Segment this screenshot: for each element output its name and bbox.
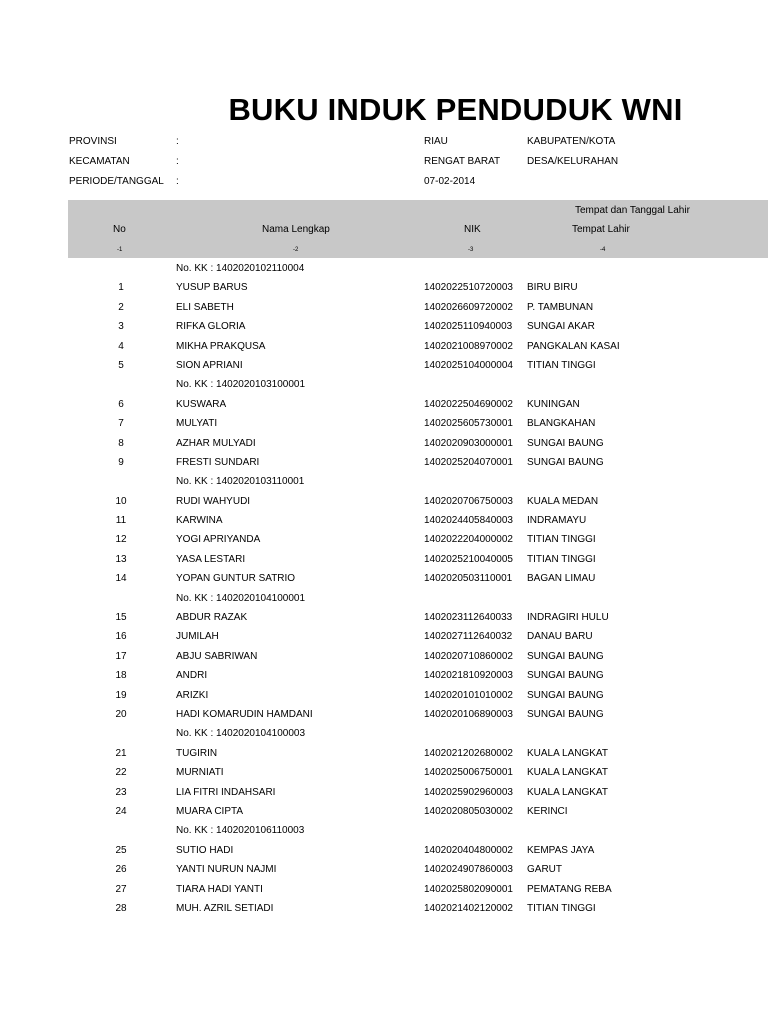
- row-number: 27: [115, 883, 127, 895]
- birth-place: TITIAN TINGGI: [527, 359, 596, 371]
- meta-row-kecamatan: [0, 151, 768, 171]
- birth-place: KUNINGAN: [527, 398, 580, 410]
- person-name: LIA FITRI INDAHSARI: [176, 786, 276, 798]
- person-name: TIARA HADI YANTI: [176, 883, 263, 895]
- header-name: Nama Lengkap: [262, 224, 330, 235]
- person-nik: 1402020503110001: [424, 573, 513, 585]
- birth-place: TITIAN TINGGI: [527, 553, 596, 565]
- row-number: 2: [118, 301, 124, 313]
- meta-label: PERIODE/TANGGAL: [69, 176, 164, 187]
- person-nik: 1402020805030002: [424, 805, 513, 817]
- row-number: 6: [118, 398, 124, 410]
- row-number: 23: [115, 786, 127, 798]
- row-number: 21: [115, 747, 127, 759]
- table-row: [0, 802, 768, 821]
- birth-place: BAGAN LIMAU: [527, 573, 596, 585]
- table-row: [0, 395, 768, 414]
- row-number: 7: [118, 418, 124, 430]
- person-name: YOGI APRIYANDA: [176, 534, 261, 546]
- table-row: [0, 705, 768, 724]
- row-number: 11: [115, 515, 127, 527]
- table-row: [0, 899, 768, 918]
- person-name: ANDRI: [176, 670, 208, 682]
- birth-place: KEMPAS JAYA: [527, 844, 595, 856]
- person-name: MIKHA PRAKQUSA: [176, 340, 266, 352]
- birth-place: INDRAMAYU: [527, 515, 587, 527]
- person-nik: 1402022204000002: [424, 534, 513, 546]
- row-number: 18: [115, 670, 127, 682]
- birth-place: SUNGAI BAUNG: [527, 650, 604, 662]
- table-row: [0, 860, 768, 879]
- person-name: ARIZKI: [176, 689, 209, 701]
- table-row: [0, 569, 768, 588]
- birth-place: SUNGAI BAUNG: [527, 437, 604, 449]
- person-name: HADI KOMARUDIN HAMDANI: [176, 708, 313, 720]
- row-number: 8: [118, 437, 124, 449]
- person-nik: 1402025204070001: [424, 456, 513, 468]
- row-number: 20: [115, 708, 127, 720]
- person-nik: 1402022510720003: [424, 282, 513, 294]
- person-name: MUH. AZRIL SETIADI: [176, 902, 274, 914]
- person-name: RIFKA GLORIA: [176, 321, 246, 333]
- birth-place: BIRU BIRU: [527, 282, 578, 294]
- table-header: [68, 200, 768, 258]
- person-nik: 1402021402120002: [424, 902, 513, 914]
- kk-group-row: [0, 589, 768, 608]
- table-row: [0, 686, 768, 705]
- birth-place: GARUT: [527, 864, 562, 876]
- person-name: ABDUR RAZAK: [176, 612, 248, 624]
- person-name: SUTIO HADI: [176, 844, 234, 856]
- person-nik: 1402024907860003: [424, 864, 513, 876]
- birth-place: KUALA LANGKAT: [527, 747, 608, 759]
- person-name: RUDI WAHYUDI: [176, 495, 251, 507]
- row-number: 14: [115, 573, 127, 585]
- person-nik: 1402025006750001: [424, 767, 513, 779]
- person-nik: 1402025605730001: [424, 418, 513, 430]
- row-number: 24: [115, 805, 127, 817]
- birth-place: SUNGAI BAUNG: [527, 456, 604, 468]
- table-row: [0, 434, 768, 453]
- row-number: 22: [115, 767, 127, 779]
- table-row: [0, 880, 768, 899]
- birth-place: DANAU BARU: [527, 631, 593, 643]
- birth-place: SUNGAI BAUNG: [527, 670, 604, 682]
- birth-place: PEMATANG REBA: [527, 883, 612, 895]
- row-number: 1: [118, 282, 124, 294]
- table-row: [0, 744, 768, 763]
- row-number: 15: [115, 612, 127, 624]
- kk-group-row: [0, 724, 768, 743]
- row-number: 13: [115, 553, 127, 565]
- kk-number: No. KK : 1402020102110004: [176, 263, 305, 274]
- page-title: BUKU INDUK PENDUDUK WNI: [228, 92, 683, 127]
- person-nik: 1402026609720002: [424, 301, 513, 313]
- row-number: 5: [118, 359, 124, 371]
- meta-row-provinsi: [0, 131, 768, 151]
- person-nik: 1402021202680002: [424, 747, 513, 759]
- kk-number: No. KK : 1402020103110001: [176, 476, 305, 488]
- person-name: MULYATI: [176, 418, 218, 430]
- birth-place: INDRAGIRI HULU: [527, 612, 609, 624]
- row-number: 25: [115, 844, 127, 856]
- table-row: [0, 647, 768, 666]
- birth-place: SUNGAI BAUNG: [527, 689, 604, 701]
- kk-group-row: [0, 821, 768, 840]
- person-nik: 1402023112640033: [424, 612, 513, 624]
- table-body: [0, 259, 768, 918]
- row-number: 9: [118, 456, 124, 468]
- table-row: [0, 763, 768, 782]
- table-row: [0, 530, 768, 549]
- kk-group-row: [0, 259, 768, 278]
- table-row: [0, 627, 768, 646]
- kk-group-row: [0, 472, 768, 491]
- person-name: YOPAN GUNTUR SATRIO: [176, 573, 296, 585]
- person-nik: 1402025110940003: [424, 321, 513, 333]
- row-number: 12: [115, 534, 127, 546]
- person-name: ABJU SABRIWAN: [176, 650, 258, 662]
- person-name: AZHAR MULYADI: [176, 437, 256, 449]
- person-name: ELI SABETH: [176, 301, 234, 313]
- row-number: 19: [115, 689, 127, 701]
- person-nik: 1402020101010002: [424, 689, 513, 701]
- birth-place: SUNGAI AKAR: [527, 321, 595, 333]
- birth-place: KUALA LANGKAT: [527, 786, 608, 798]
- person-nik: 1402020404800002: [424, 844, 513, 856]
- table-row: [0, 666, 768, 685]
- header-place-date: Tempat dan Tanggal Lahir: [575, 205, 690, 216]
- person-name: KARWINA: [176, 515, 223, 527]
- person-nik: 1402025802090001: [424, 883, 513, 895]
- person-name: YANTI NURUN NAJMI: [176, 864, 277, 876]
- table-row: [0, 841, 768, 860]
- header-index: -4: [600, 247, 606, 253]
- birth-place: TITIAN TINGGI: [527, 902, 596, 914]
- kk-number: No. KK : 1402020104100003: [176, 728, 305, 740]
- table-row: [0, 453, 768, 472]
- person-nik: 1402020706750003: [424, 495, 513, 507]
- person-name: MUARA CIPTA: [176, 805, 244, 817]
- table-row: [0, 783, 768, 802]
- person-nik: 1402021810920003: [424, 670, 513, 682]
- person-nik: 1402020106890003: [424, 708, 513, 720]
- meta-value: RENGAT BARAT: [424, 156, 501, 167]
- person-name: MURNIATI: [176, 767, 224, 779]
- row-number: 3: [118, 321, 124, 333]
- table-row: [0, 298, 768, 317]
- header-no: No: [113, 224, 126, 235]
- meta-label: PROVINSI: [69, 136, 117, 147]
- kk-number: No. KK : 1402020103100001: [176, 379, 305, 391]
- birth-place: SUNGAI BAUNG: [527, 708, 604, 720]
- person-name: FRESTI SUNDARI: [176, 456, 260, 468]
- person-nik: 1402025210040005: [424, 553, 513, 565]
- table-row: [0, 511, 768, 530]
- person-name: TUGIRIN: [176, 747, 218, 759]
- birth-place: P. TAMBUNAN: [527, 301, 594, 313]
- meta-label: KECAMATAN: [69, 156, 130, 167]
- table-row: [0, 356, 768, 375]
- birth-place: KUALA MEDAN: [527, 495, 599, 507]
- header-index: -2: [293, 247, 299, 253]
- birth-place: KUALA LANGKAT: [527, 767, 608, 779]
- person-nik: 1402020903000001: [424, 437, 513, 449]
- person-nik: 1402025902960003: [424, 786, 513, 798]
- table-row: [0, 492, 768, 511]
- kk-group-row: [0, 375, 768, 394]
- table-row: [0, 414, 768, 433]
- table-row: [0, 550, 768, 569]
- header-index: -1: [117, 247, 123, 253]
- meta-colon: :: [176, 156, 179, 167]
- table-row: [0, 608, 768, 627]
- birth-place: PANGKALAN KASAI: [527, 340, 620, 352]
- person-nik: 1402020710860002: [424, 650, 513, 662]
- row-number: 26: [115, 864, 127, 876]
- row-number: 16: [115, 631, 127, 643]
- person-name: YASA LESTARI: [176, 553, 246, 565]
- table-row: [0, 278, 768, 297]
- meta-value: 07-02-2014: [424, 176, 476, 187]
- row-number: 10: [115, 495, 127, 507]
- row-number: 4: [118, 340, 124, 352]
- meta-value: RIAU: [424, 136, 448, 147]
- row-number: 28: [115, 902, 127, 914]
- person-nik: 1402025104000004: [424, 359, 513, 371]
- kk-number: No. KK : 1402020104100001: [176, 592, 305, 604]
- meta-label-secondary: KABUPATEN/KOTA: [527, 136, 616, 147]
- person-name: JUMILAH: [176, 631, 219, 643]
- table-row: [0, 337, 768, 356]
- person-name: SION APRIANI: [176, 359, 243, 371]
- meta-colon: :: [176, 176, 179, 187]
- kk-number: No. KK : 1402020106110003: [176, 825, 305, 837]
- header-index: -3: [468, 247, 474, 253]
- person-name: YUSUP BARUS: [176, 282, 248, 294]
- person-nik: 1402027112640032: [424, 631, 513, 643]
- meta-label-secondary: DESA/KELURAHAN: [527, 156, 619, 167]
- person-name: KUSWARA: [176, 398, 227, 410]
- table-row: [0, 317, 768, 336]
- row-number: 17: [115, 650, 127, 662]
- person-nik: 1402021008970002: [424, 340, 513, 352]
- birth-place: BLANGKAHAN: [527, 418, 596, 430]
- birth-place: TITIAN TINGGI: [527, 534, 596, 546]
- person-nik: 1402024405840003: [424, 515, 513, 527]
- header-nik: NIK: [464, 224, 481, 235]
- person-nik: 1402022504690002: [424, 398, 513, 410]
- meta-section: [0, 131, 768, 191]
- meta-row-periode: [0, 171, 768, 191]
- birth-place: KERINCI: [527, 805, 568, 817]
- header-place: Tempat Lahir: [572, 224, 630, 235]
- meta-colon: :: [176, 136, 179, 147]
